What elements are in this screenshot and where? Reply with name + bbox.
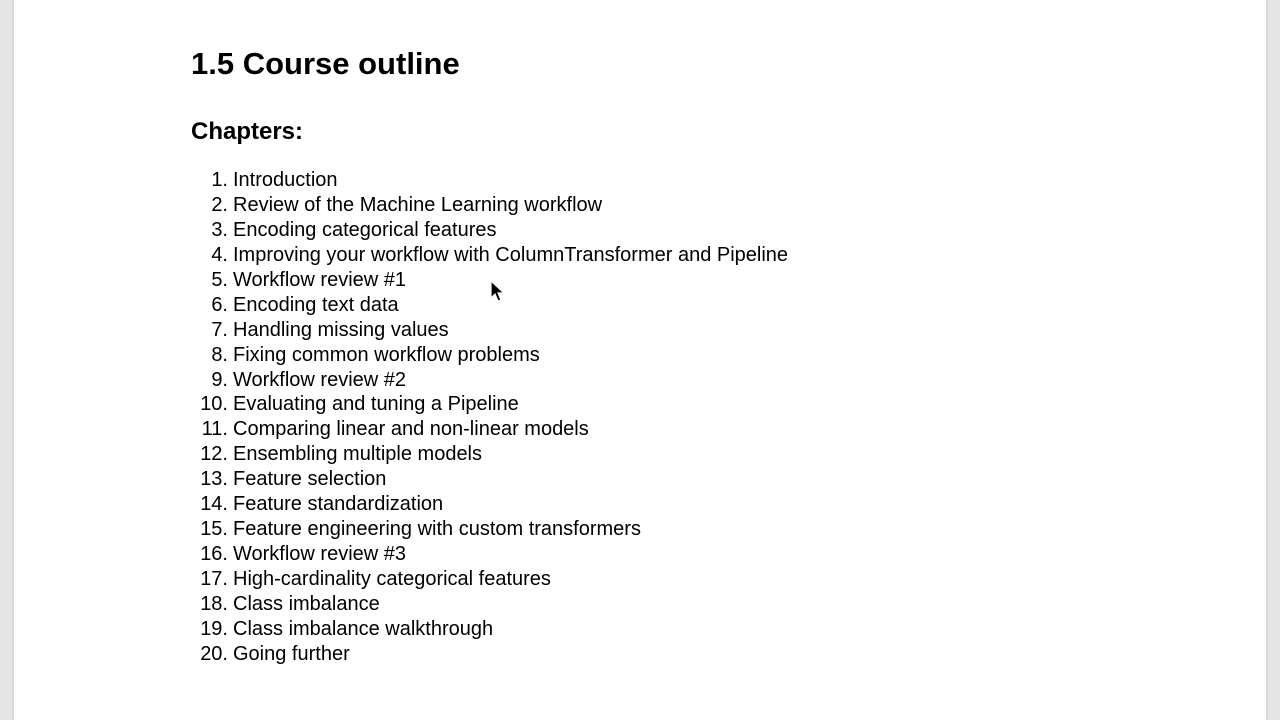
page-title: 1.5 Course outline (191, 46, 460, 81)
chapter-label: Fixing common workflow problems (233, 343, 540, 366)
chapter-number: 4. (211, 243, 228, 266)
chapter-item (191, 218, 788, 243)
chapter-item (191, 417, 788, 442)
chapter-number: 8. (211, 343, 228, 366)
chapter-label: Encoding text data (233, 293, 399, 316)
chapter-number: 12. (200, 443, 228, 466)
section-heading: Chapters: (191, 118, 304, 145)
chapter-label: Class imbalance walkthrough (233, 617, 494, 640)
chapter-number: 11. (201, 418, 228, 441)
chapter-item (191, 467, 788, 492)
chapter-item (191, 642, 788, 667)
chapter-label: Class imbalance (233, 592, 380, 615)
chapter-list (191, 168, 788, 667)
chapter-number: 6. (211, 293, 228, 316)
chapter-number: 7. (211, 318, 228, 341)
chapter-label: Feature engineering with custom transformers (233, 518, 641, 541)
chapter-number: 13. (200, 468, 228, 491)
chapter-label: Comparing linear and non-linear models (233, 418, 589, 441)
chapter-item (191, 343, 788, 368)
chapter-number: 16. (200, 543, 228, 566)
chapter-label: Feature selection (233, 468, 387, 491)
chapter-item (191, 567, 788, 592)
chapter-item (191, 368, 788, 393)
chapter-label: Evaluating and tuning a Pipeline (233, 393, 519, 416)
chapter-item (191, 318, 788, 343)
chapter-number: 10. (200, 393, 228, 416)
chapter-item (191, 517, 788, 542)
chapter-number: 3. (211, 218, 228, 241)
chapter-item (191, 617, 788, 642)
chapter-number: 15. (200, 518, 228, 541)
chapter-item (191, 492, 788, 517)
document-page (14, 0, 1266, 720)
chapter-item (191, 542, 788, 567)
chapter-item (191, 442, 788, 467)
chapter-label: Workflow review #2 (233, 368, 407, 391)
chapter-item (191, 592, 788, 617)
chapter-number: 18. (200, 592, 228, 615)
chapter-number: 2. (211, 193, 228, 216)
chapter-label: Workflow review #3 (233, 543, 407, 566)
chapter-label: Going further (233, 642, 350, 665)
chapter-label: Introduction (233, 169, 338, 191)
chapter-label: Handling missing values (233, 318, 449, 341)
chapter-label: Encoding categorical features (233, 218, 497, 241)
chapter-label: Workflow review #1 (233, 268, 407, 291)
chapter-item (191, 392, 788, 417)
chapter-item (191, 168, 788, 193)
mouse-cursor-icon (490, 280, 506, 304)
chapter-label: High-cardinality categorical features (233, 568, 551, 590)
chapter-label: Improving your workflow with ColumnTransformer and Pipeline (233, 243, 789, 266)
chapter-number: 5. (211, 268, 228, 291)
chapter-number: 17. (200, 568, 228, 590)
chapter-label: Review of the Machine Learning workflow (233, 193, 603, 216)
chapter-number: 20. (200, 642, 228, 665)
chapter-number: 19. (200, 617, 228, 640)
chapter-number: 9. (211, 368, 228, 391)
chapter-label: Feature standardization (233, 493, 444, 516)
chapter-number: 1. (211, 169, 228, 191)
chapter-number: 14. (200, 493, 228, 516)
chapter-item (191, 243, 788, 268)
chapter-item (191, 193, 788, 218)
chapter-label: Ensembling multiple models (233, 443, 483, 466)
